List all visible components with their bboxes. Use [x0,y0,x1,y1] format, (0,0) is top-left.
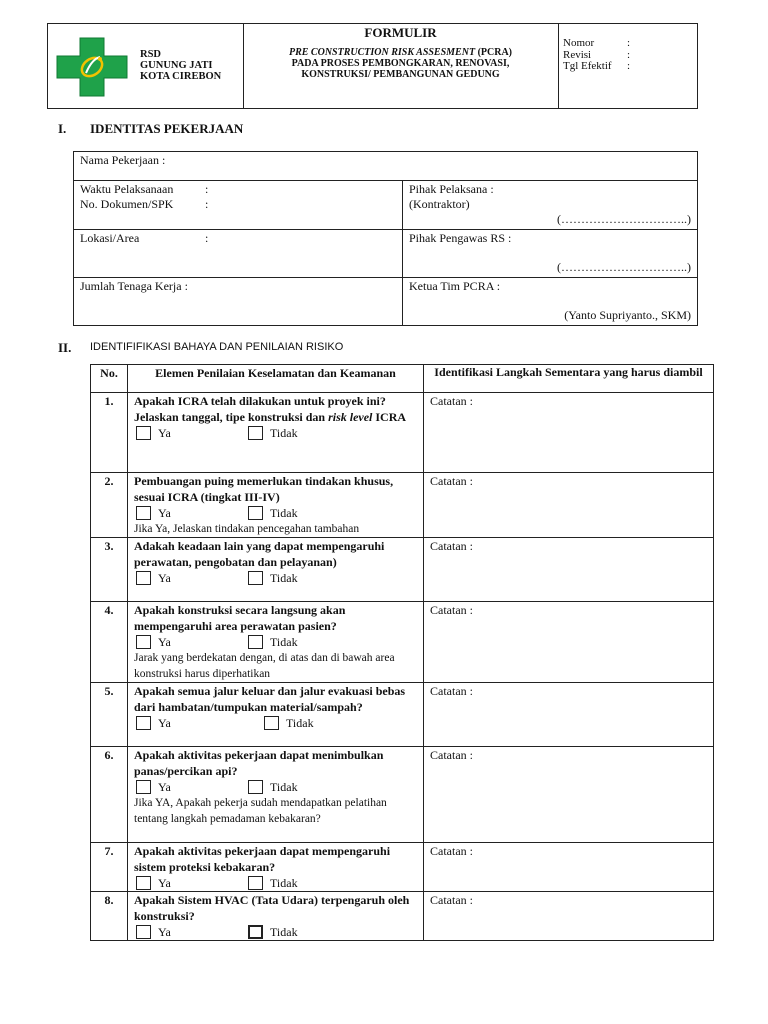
checkbox-tidak[interactable] [248,876,263,890]
field-pihak-pelaksana[interactable]: Pihak Pelaksana : (Kontraktor) (…………………………..) [403,181,698,230]
org-line2: GUNUNG JATI [140,60,213,71]
table-row: 4. Apakah konstruksi secara langsung akan mempengaruhi area perawatan pasien? Ya Tidak Jarak yang berdekatan dengan, di atas dan di bawah area konstruksi harus diperhatikan Catatan : [91,602,714,683]
identity-table [73,151,698,326]
catatan-field[interactable]: Catatan : [424,473,714,538]
catatan-field[interactable]: Catatan : [424,538,714,602]
checkbox-ya[interactable] [136,635,151,649]
field-nama-pekerjaan[interactable]: Nama Pekerjaan : [74,152,698,181]
field-jumlah-tenaga[interactable]: Jumlah Tenaga Kerja : [74,278,403,326]
org-line1: RSD [140,49,162,60]
checkbox-ya[interactable] [136,716,151,730]
subtitle-line3: KONSTRUKSI/ PEMBANGUNAN GEDUNG [301,69,500,80]
org-line3: KOTA CIREBON [140,71,222,82]
catatan-field[interactable]: Catatan : [424,892,714,941]
section2-number: II. [58,340,72,355]
org-name [140,49,221,82]
checkbox-ya[interactable] [136,426,151,440]
checkbox-ya[interactable] [136,925,151,939]
table-row: 7. Apakah aktivitas pekerjaan dapat mempengaruhi sistem proteksi kebakaran? Ya Tidak Catatan : [91,843,714,892]
checkbox-tidak[interactable] [248,635,263,649]
field-waktu-nodok[interactable]: Waktu Pelaksanaan : No. Dokumen/SPK : [74,181,403,230]
col-elemen: Elemen Penilaian Keselamatan dan Keamanan [128,365,424,393]
col-langkah: Identifikasi Langkah Sementara yang harus diambil [424,365,714,393]
section1-title: IDENTITAS PEKERJAAN [90,121,244,136]
catatan-field[interactable]: Catatan : [424,602,714,683]
hospital-logo-icon [56,37,128,97]
ketua-name: (Yanto Supriyanto., SKM) [564,308,691,322]
logo-cell [48,24,244,108]
subtitle-italic: PRE CONSTRUCTION RISK ASSESMENT [288,47,476,58]
table-row: 6. Apakah aktivitas pekerjaan dapat menimbulkan panas/percikan api? Ya Tidak Jika YA, Apakah pekerja sudah mendapatkan pelatihan tentang langkah pemadaman kebakaran? Catatan : [91,747,714,843]
title-cell [243,24,559,108]
table-row: 8. Apakah Sistem HVAC (Tata Udara) terpengaruh oleh konstruksi? Ya Tidak Catatan : [91,892,714,941]
catatan-field[interactable]: Catatan : [424,747,714,843]
checkbox-tidak[interactable] [248,571,263,585]
meta-nomor: Nomor : [563,37,631,49]
meta-revisi: Revisi : [563,48,631,61]
section1-number: I. [58,121,67,136]
catatan-field[interactable]: Catatan : [424,843,714,892]
table-row: 5. Apakah semua jalur keluar dan jalur evakuasi bebas dari hambatan/tumpukan material/sampah? Ya Tidak Catatan : [91,683,714,747]
checkbox-tidak[interactable] [248,925,263,939]
field-pihak-pengawas[interactable]: Pihak Pengawas RS : (…………………………..) [403,230,698,278]
checkbox-tidak[interactable] [248,780,263,794]
form-subtitle [243,47,558,80]
checkbox-ya[interactable] [136,571,151,585]
col-no: No. [91,365,128,393]
signature-dots-pengawas: (…………………………..) [557,260,691,274]
form-label: FORMULIR [364,25,437,40]
table-row: 3. Adakah keadaan lain yang dapat mempengaruhi perawatan, pengobatan dan pelayanan) Ya Tidak Catatan : [91,538,714,602]
catatan-field[interactable]: Catatan : [424,393,714,473]
field-lokasi[interactable]: Lokasi/Area : [74,230,403,278]
field-ketua-tim[interactable]: Ketua Tim PCRA : (Yanto Supriyanto., SKM) [403,278,698,326]
checkbox-tidak[interactable] [248,426,263,440]
checkbox-tidak[interactable] [264,716,279,730]
section2-title: IDENTIFIFIKASI BAHAYA DAN PENILAIAN RISIKO [90,341,344,353]
table-row: 1. Apakah ICRA telah dilakukan untuk proyek ini? Jelaskan tanggal, tipe konstruksi dan risk level ICRA Ya Tidak Catatan : [91,393,714,473]
subtitle-line2: PADA PROSES PEMBONGKARAN, RENOVASI, [291,58,510,69]
risk-table [90,364,714,941]
signature-dots-pelaksana: (…………………………..) [557,212,691,226]
subtitle-tail: (PCRA) [475,47,512,58]
meta-cell [558,24,697,108]
table-row: 2. Pembuangan puing memerlukan tindakan khusus, sesuai ICRA (tingkat III-IV) Ya Tidak Jika Ya, Jelaskan tindakan pencegahan tambahan Catatan : [91,473,714,538]
meta-tgl-efektif: Tgl Efektif : [563,60,631,72]
form-header [47,23,698,109]
checkbox-ya[interactable] [136,876,151,890]
checkbox-ya[interactable] [136,780,151,794]
checkbox-tidak[interactable] [248,506,263,520]
checkbox-ya[interactable] [136,506,151,520]
catatan-field[interactable]: Catatan : [424,683,714,747]
